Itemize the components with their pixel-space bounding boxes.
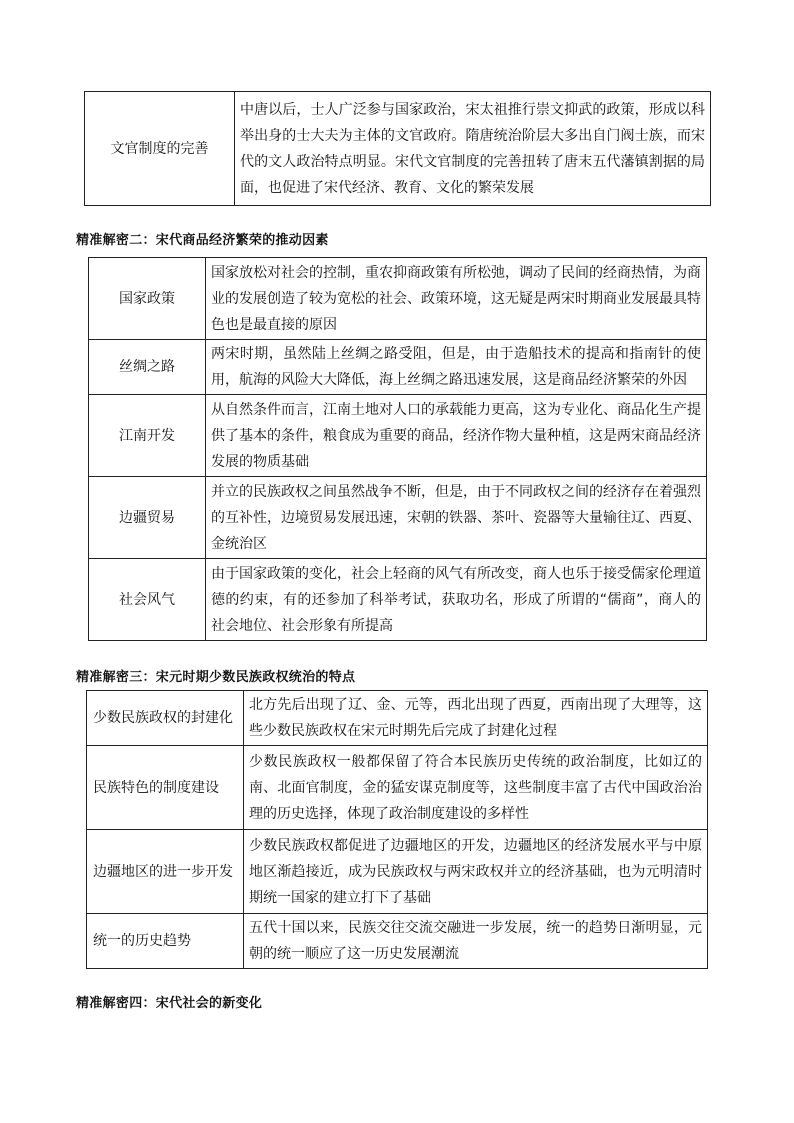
row-value: 中唐以后，士人广泛参与国家政治，宋太祖推行崇文抑武的政策，形成以科举出身的士大夫为主体的文官政府。隋唐统治阶层大多出自门阀士族，而宋代的文人政治特点明显。宋代文官制度的完善扭转了唐末五代藩镇割据的局面，也促进了宋代经济、教育、文化的繁荣发展 <box>235 92 711 206</box>
row-value: 少数民族政权一般都保留了符合本民族历史传统的政治制度，比如辽的南、北面官制度，金的猛安谋克制度等，这些制度丰富了古代中国政治治理的历史选择，体现了政治制度建设的多样性 <box>244 746 708 830</box>
row-key: 边疆贸易 <box>89 477 206 559</box>
row-value: 北方先后出现了辽、金、元等，西北出现了西夏，西南出现了大理等，这些少数民族政权在宋元时期先后完成了封建化过程 <box>244 691 708 746</box>
table-minority-regimes <box>86 690 708 969</box>
row-key: 少数民族政权的封建化 <box>87 691 244 746</box>
table-row <box>87 830 708 914</box>
section-heading-4: 精准解密四：宋代社会的新变化 <box>76 996 263 1011</box>
section-heading-2: 精准解密二：宋代商品经济繁荣的推动因素 <box>76 233 329 248</box>
row-key: 边疆地区的进一步开发 <box>87 830 244 914</box>
table-row <box>89 395 707 477</box>
row-value: 两宋时期，虽然陆上丝绸之路受阻，但是，由于造船技术的提高和指南针的使用，航海的风险大大降低，海上丝绸之路迅速发展，这是商品经济繁荣的外因 <box>206 340 707 395</box>
row-key: 国家政策 <box>89 258 206 340</box>
row-key: 统一的历史趋势 <box>87 914 244 969</box>
table-row <box>87 746 708 830</box>
row-key: 社会风气 <box>89 559 206 641</box>
table-row <box>87 691 708 746</box>
row-value: 国家放松对社会的控制，重农抑商政策有所松弛，调动了民间的经商热情，为商业的发展创造了较为宽松的社会、政策环境，这无疑是两宋时期商业发展最具特色也是最直接的原因 <box>206 258 707 340</box>
table-commerce-factors <box>88 257 707 641</box>
table-row <box>87 914 708 969</box>
table-row <box>89 340 707 395</box>
row-value: 五代十国以来，民族交往交流交融进一步发展，统一的趋势日渐明显，元朝的统一顺应了这一历史发展潮流 <box>244 914 708 969</box>
row-value: 少数民族政权都促进了边疆地区的开发，边疆地区的经济发展水平与中原地区渐趋接近，成为民族政权与两宋政权并立的经济基础，也为元明清时期统一国家的建立打下了基础 <box>244 830 708 914</box>
row-value: 从自然条件而言，江南土地对人口的承载能力更高，这为专业化、商品化生产提供了基本的条件，粮食成为重要的商品，经济作物大量种植，这是两宋商品经济发展的物质基础 <box>206 395 707 477</box>
table-wenguan <box>84 91 711 206</box>
table-row <box>89 477 707 559</box>
section-heading-3: 精准解密三：宋元时期少数民族政权统治的特点 <box>76 670 356 685</box>
row-value: 并立的民族政权之间虽然战争不断，但是，由于不同政权之间的经济存在着强烈的互补性，边境贸易发展迅速，宋朝的铁器、茶叶、瓷器等大量输往辽、西夏、金统治区 <box>206 477 707 559</box>
row-value: 由于国家政策的变化，社会上轻商的风气有所改变，商人也乐于接受儒家伦理道德的约束，有的还参加了科举考试，获取功名，形成了所谓的“儒商”，商人的社会地位、社会形象有所提高 <box>206 559 707 641</box>
row-key: 丝绸之路 <box>89 340 206 395</box>
row-key: 文官制度的完善 <box>85 92 235 206</box>
table-row <box>89 258 707 340</box>
row-key: 江南开发 <box>89 395 206 477</box>
row-key: 民族特色的制度建设 <box>87 746 244 830</box>
table-row <box>89 559 707 641</box>
table-row <box>85 92 711 206</box>
